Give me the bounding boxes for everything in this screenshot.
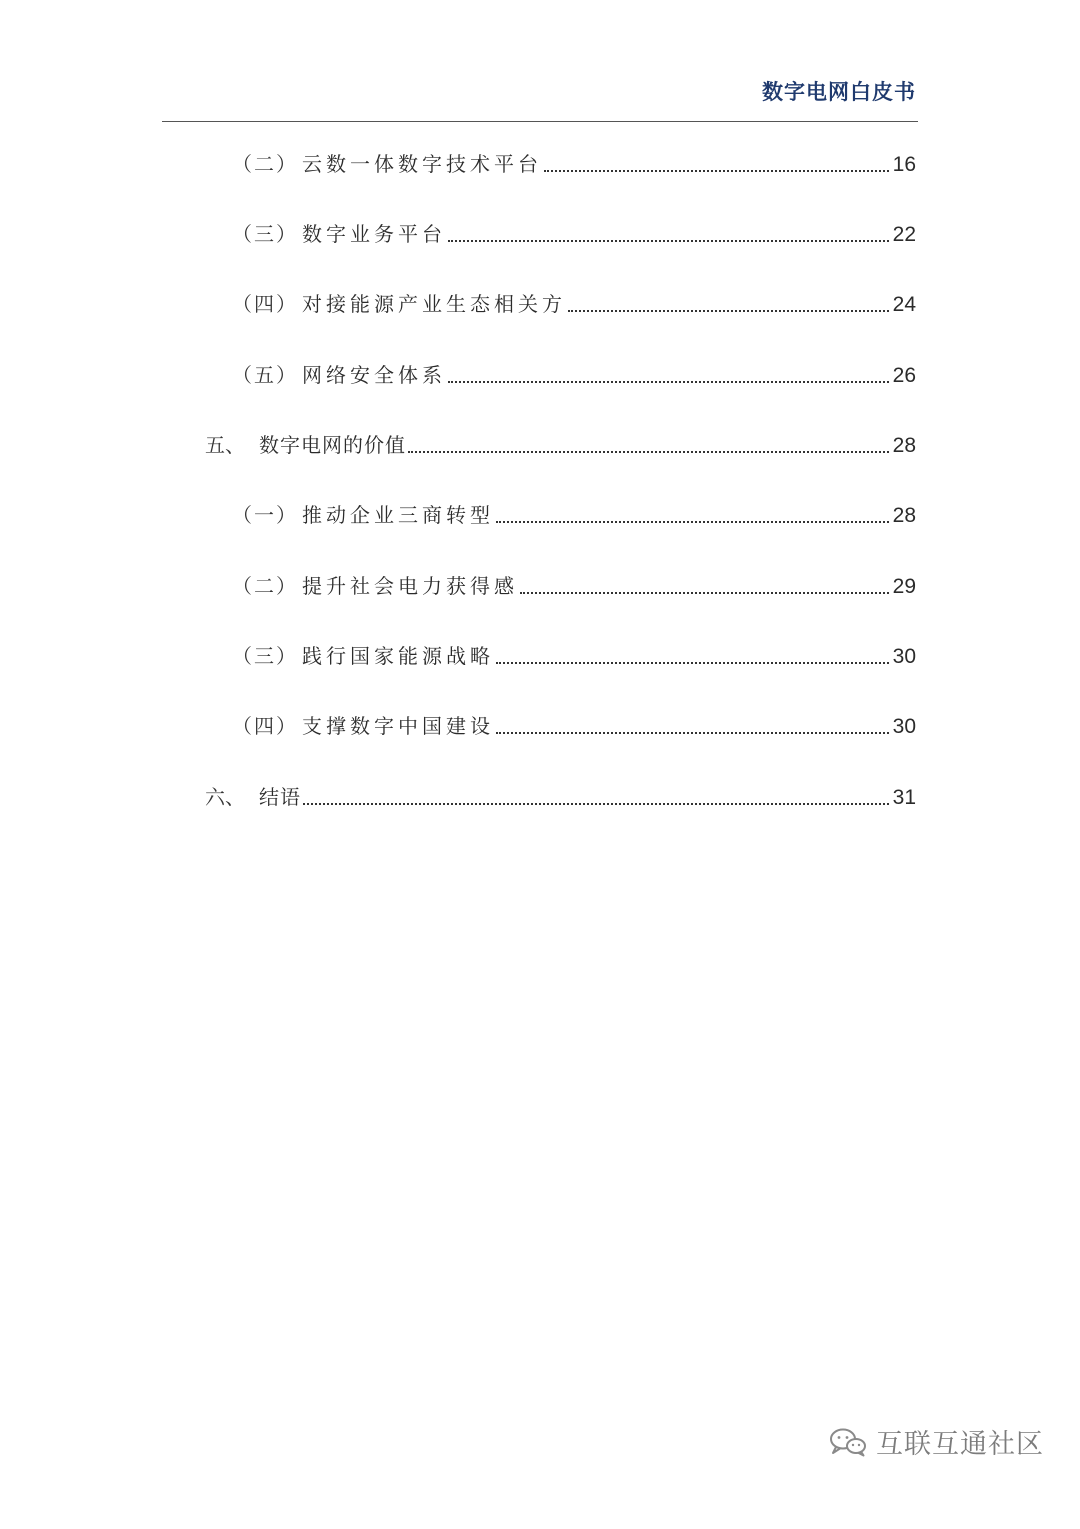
toc-dot-leader (303, 803, 889, 805)
toc-dot-leader (496, 662, 889, 664)
toc-entry[interactable] (232, 360, 916, 390)
toc-entry[interactable] (232, 219, 916, 249)
toc-entry-label: 推动企业三商转型 (302, 503, 494, 527)
toc-entry-label: 网络安全体系 (302, 363, 446, 387)
toc-entry-number: （四） (232, 714, 298, 738)
toc-entry-page: 26 (892, 364, 916, 387)
toc-entry[interactable] (232, 500, 916, 530)
toc-entry-number: （三） (232, 644, 298, 668)
toc-entry-page: 28 (892, 434, 916, 457)
toc-dot-leader (448, 240, 889, 242)
toc-entry-number: （二） (232, 152, 298, 176)
toc-dot-leader (544, 170, 889, 172)
toc-entry[interactable] (205, 430, 916, 460)
toc-entry-number: （一） (232, 503, 298, 527)
toc-dot-leader (496, 732, 889, 734)
toc-entry-page: 28 (892, 504, 916, 527)
header-divider (162, 121, 918, 122)
toc-entry[interactable] (232, 289, 916, 319)
toc-entry-page: 16 (892, 153, 916, 176)
toc-entry-page: 29 (892, 575, 916, 598)
toc-entry-label: 践行国家能源战略 (302, 644, 494, 668)
toc-entry-label: 数字电网的价值 (259, 433, 406, 457)
watermark-text: 互联互通社区 (876, 1429, 1044, 1460)
toc-entry-number: （二） (232, 574, 298, 598)
toc-entry-label: 支撑数字中国建设 (302, 714, 494, 738)
toc-entry-label: 对接能源产业生态相关方 (302, 292, 566, 316)
toc-entry-label: 结语 (259, 785, 301, 809)
toc-entry-number: （三） (232, 222, 298, 246)
toc-dot-leader (496, 521, 889, 523)
toc-entry[interactable] (232, 571, 916, 601)
toc-entry-number: 五、 (205, 433, 245, 457)
toc-entry-label: 云数一体数字技术平台 (302, 152, 542, 176)
toc-entry-label: 数字业务平台 (302, 222, 446, 246)
page-header-title: 数字电网白皮书 (762, 80, 916, 104)
toc-entry-page: 24 (892, 293, 916, 316)
toc-entry-page: 22 (892, 223, 916, 246)
toc-entry[interactable] (232, 641, 916, 671)
toc-entry-label: 提升社会电力获得感 (302, 574, 518, 598)
watermark (828, 1422, 1044, 1461)
toc-dot-leader (568, 310, 889, 312)
toc-entry-page: 30 (892, 715, 916, 738)
wechat-icon (828, 1427, 868, 1457)
toc-entry-number: 六、 (205, 785, 245, 809)
toc-dot-leader (408, 451, 889, 453)
toc-entry[interactable] (232, 711, 916, 741)
toc-entry-number: （五） (232, 363, 298, 387)
toc-entry[interactable] (205, 782, 916, 812)
toc-entry-page: 30 (892, 645, 916, 668)
toc-entry-number: （四） (232, 292, 298, 316)
toc-entry-page: 31 (892, 786, 916, 809)
toc-dot-leader (448, 381, 889, 383)
toc-entry[interactable] (232, 149, 916, 179)
toc-dot-leader (520, 592, 889, 594)
